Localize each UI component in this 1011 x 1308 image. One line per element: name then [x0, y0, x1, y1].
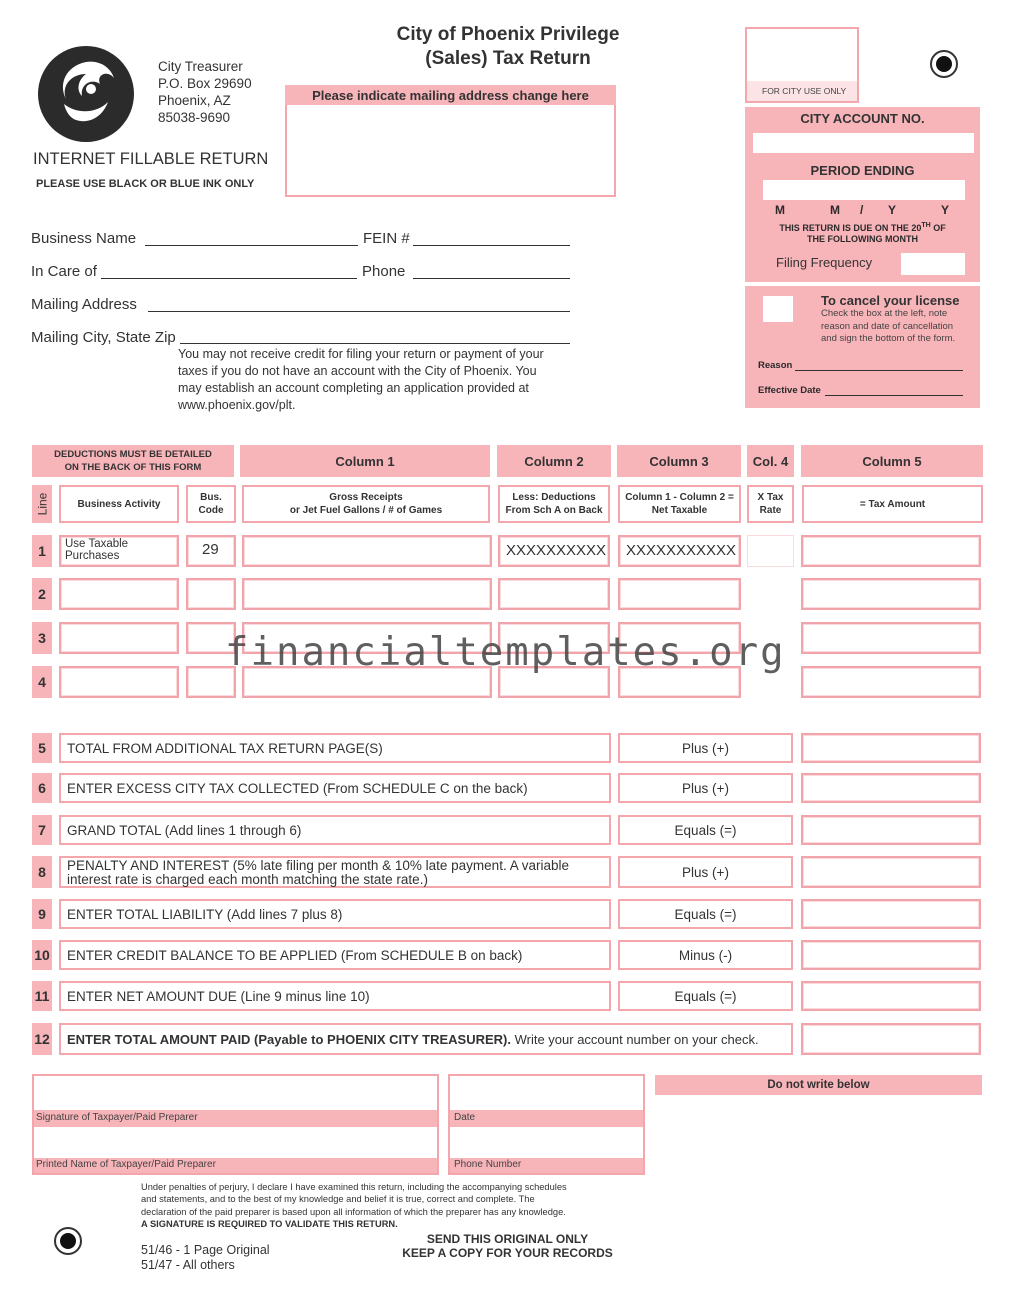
total-line-description: ENTER TOTAL LIABILITY (Add lines 7 plus 8) [59, 899, 611, 929]
line-number: 12 [32, 1023, 52, 1055]
due-sup: TH [921, 222, 931, 229]
penalty-text: PENALTY AND INTEREST (5% late filing per month & 10% late payment. A variable [67, 858, 569, 873]
care-of-label: In Care of [31, 263, 97, 280]
send-instructions [380, 1232, 635, 1260]
total-line-amount-input[interactable] [801, 815, 981, 845]
line-number: 2 [32, 578, 52, 610]
total-paid-input[interactable] [801, 1023, 981, 1055]
notice-line: may establish an account completing an application provided at [178, 381, 529, 395]
address-line: City Treasurer [158, 59, 243, 74]
phone-label: Phone [362, 263, 406, 280]
bus-code-input[interactable]: 29 [186, 535, 236, 567]
phone-label-strip [450, 1158, 643, 1173]
phone-number-input[interactable] [450, 1127, 643, 1158]
line-number: 9 [32, 899, 52, 929]
notice-line: www.phoenix.gov/plt. [178, 398, 296, 412]
total-line-description: ENTER NET AMOUNT DUE (Line 9 minus line 10) [59, 981, 611, 1011]
tax-amount-header: = Tax Amount [802, 485, 983, 523]
signature-label: Signature of Taxpayer/Paid Preparer [36, 1112, 198, 1123]
total-line-description [59, 856, 611, 888]
date-label-strip [450, 1110, 643, 1127]
gross-text: or Jet Fuel Gallons / # of Games [289, 505, 443, 516]
account-no-input[interactable] [753, 133, 974, 153]
cancel-instruction-line: Check the box at the left, note [821, 308, 948, 319]
line-number: 5 [32, 733, 52, 763]
column-3-header: Column 3 [617, 445, 741, 477]
business-activity-input[interactable] [59, 622, 179, 654]
mailing-city-line[interactable] [180, 343, 570, 344]
business-activity-header: Business Activity [59, 485, 179, 523]
total-paid-bold: ENTER TOTAL AMOUNT PAID (Payable to PHOENIX CITY TREASURER). [67, 1031, 511, 1047]
form-numbers [141, 1243, 270, 1273]
period-ending-input[interactable] [763, 180, 965, 200]
deductions-input[interactable] [498, 578, 610, 610]
period-slash: / [860, 203, 864, 217]
care-of-line[interactable] [101, 278, 357, 279]
deductions-header [498, 485, 610, 523]
business-name-line[interactable] [145, 245, 358, 246]
tax-amount-input[interactable] [801, 622, 981, 654]
year-letter: Y [888, 203, 897, 217]
bus-code-text: Bus. [200, 492, 222, 503]
total-line-description: GRAND TOTAL (Add lines 1 through 6) [59, 815, 611, 845]
tax-amount-input[interactable] [801, 578, 981, 610]
deductions-input[interactable]: XXXXXXXXXX [498, 535, 610, 567]
penalty-text: interest rate is charged each month matching the state rate.) [67, 872, 428, 887]
line-number: 8 [32, 856, 52, 888]
mailing-change-header: Please indicate mailing address change here [285, 85, 616, 105]
total-line-operator: Minus (-) [618, 940, 793, 970]
watermark: financialtemplates.org [225, 630, 786, 675]
perjury-line: declaration of the paid preparer is based upon all information of which the preparer has any knowledge. [141, 1206, 566, 1217]
address-line: P.O. Box 29690 [158, 76, 252, 91]
tax-amount-input[interactable] [801, 535, 981, 567]
city-use-label: FOR CITY USE ONLY [762, 86, 847, 96]
due-text: THIS RETURN IS DUE ON THE 20 [779, 223, 922, 233]
cancel-instruction-line: reason and date of cancellation [821, 320, 954, 332]
mailing-address-line[interactable] [148, 311, 570, 312]
bus-code-input[interactable] [186, 578, 236, 610]
net-text: Net Taxable [651, 505, 708, 516]
address-line: 85038-9690 [158, 110, 231, 125]
line-header [32, 485, 52, 523]
total-line-amount-input[interactable] [801, 856, 981, 888]
date-block [448, 1074, 645, 1175]
line-number: 10 [32, 940, 52, 970]
date-label: Date [454, 1112, 476, 1123]
mailing-address-label: Mailing Address [31, 296, 137, 313]
column-1-header: Column 1 [240, 445, 490, 477]
signature-label-strip [34, 1110, 437, 1127]
line-header-text: Line [35, 492, 49, 516]
mailing-change-box[interactable] [285, 105, 616, 197]
total-line-description: TOTAL FROM ADDITIONAL TAX RETURN PAGE(S) [59, 733, 611, 763]
tax-amount-input[interactable] [801, 666, 981, 698]
due-text: THE FOLLOWING MONTH [807, 234, 918, 244]
notice-line: taxes if you do not have an account with the City of Phoenix. You [178, 364, 537, 378]
less-text: Less: Deductions [512, 492, 596, 503]
title-line: City of Phoenix Privilege [396, 24, 620, 45]
ink-note: PLEASE USE BLACK OR BLUE INK ONLY [36, 178, 255, 190]
rate-text: X Tax [757, 492, 784, 503]
filing-frequency-label: Filing Frequency [776, 255, 873, 270]
notice-line: You may not receive credit for filing your return or payment of your [178, 347, 544, 361]
line-number: 11 [32, 981, 52, 1011]
form-number-line: 51/47 - All others [141, 1258, 235, 1272]
effective-date-line[interactable] [825, 395, 963, 396]
line-number: 1 [32, 535, 52, 567]
phoenix-logo-icon [36, 44, 136, 144]
page-title [340, 23, 676, 71]
bus-code-header [186, 485, 236, 523]
effective-date-label: Effective Date [758, 385, 821, 396]
gross-text: Gross Receipts [329, 492, 403, 503]
printed-name-label-strip [34, 1158, 437, 1173]
fein-label: FEIN # [363, 230, 410, 247]
deductions-note [32, 445, 234, 477]
cancel-instruction-line: and sign the bottom of the form. [821, 333, 956, 344]
gross-receipts-input[interactable] [242, 578, 492, 610]
city-use-box [745, 27, 859, 103]
mailing-city-label: Mailing City, State Zip [31, 329, 176, 346]
due-note [745, 220, 980, 245]
month-letter: M [775, 203, 785, 217]
total-line-amount-input[interactable] [801, 981, 981, 1011]
registration-mark-icon [54, 1227, 82, 1255]
perjury-statement [141, 1181, 607, 1230]
column-5-header: Column 5 [801, 445, 983, 477]
total-line-amount-input[interactable] [801, 773, 981, 803]
total-line-amount-input[interactable] [801, 940, 981, 970]
bus-code-text: Code [198, 505, 224, 516]
reason-line[interactable] [795, 370, 963, 371]
business-name-label: Business Name [31, 230, 137, 247]
activity-text: Purchases [65, 550, 120, 562]
cancel-panel [745, 286, 980, 408]
less-text: From Sch A on Back [505, 505, 603, 516]
line-number: 4 [32, 666, 52, 698]
business-activity-input[interactable] [59, 578, 179, 610]
signature-input[interactable] [34, 1076, 437, 1110]
send-line: SEND THIS ORIGINAL ONLY [426, 1232, 589, 1246]
period-format [745, 203, 980, 217]
rate-text: Rate [759, 505, 782, 516]
perjury-line: Under penalties of perjury, I declare I have examined this return, including the accompanying schedules [141, 1182, 567, 1192]
total-line-operator: Plus (+) [618, 773, 793, 803]
printed-name-input[interactable] [34, 1127, 437, 1158]
total-line-description: ENTER EXCESS CITY TAX COLLECTED (From SCHEDULE C on the back) [59, 773, 611, 803]
phone-line[interactable] [413, 278, 570, 279]
deductions-line: DEDUCTIONS MUST BE DETAILED [54, 449, 212, 460]
line-number: 7 [32, 815, 52, 845]
city-treasurer-address [158, 58, 252, 126]
column-4-header: Col. 4 [747, 445, 794, 477]
fillable-title: INTERNET FILLABLE RETURN [33, 150, 269, 168]
total-line-operator: Plus (+) [618, 856, 793, 888]
date-input[interactable] [450, 1076, 643, 1110]
line-number: 3 [32, 622, 52, 654]
total-line-operator: Plus (+) [618, 733, 793, 763]
total-line-description: ENTER CREDIT BALANCE TO BE APPLIED (From SCHEDULE B on back) [59, 940, 611, 970]
total-line-amount-input[interactable] [801, 899, 981, 929]
address-line: Phoenix, AZ [158, 93, 231, 108]
tax-rate-input[interactable] [747, 535, 794, 567]
total-line-operator: Equals (=) [618, 815, 793, 845]
gross-receipts-header [242, 485, 490, 523]
gross-receipts-input[interactable] [242, 535, 492, 567]
cancel-title: To cancel your license [821, 293, 960, 308]
registration-mark-icon [930, 50, 958, 78]
signature-block [32, 1074, 439, 1175]
due-of: OF [930, 223, 946, 233]
account-notice [178, 346, 544, 414]
total-paid-description [59, 1023, 793, 1055]
net-taxable-input[interactable] [618, 578, 741, 610]
total-line-amount-input[interactable] [801, 733, 981, 763]
column-2-header: Column 2 [497, 445, 611, 477]
period-ending-label: PERIOD ENDING [810, 162, 915, 178]
send-line: KEEP A COPY FOR YOUR RECORDS [402, 1246, 613, 1260]
net-taxable-header [618, 485, 741, 523]
do-not-write-header: Do not write below [655, 1075, 982, 1095]
business-activity-input[interactable] [59, 535, 179, 567]
net-taxable-input[interactable]: XXXXXXXXXXX [618, 535, 741, 567]
account-no-label: CITY ACCOUNT NO. [800, 110, 925, 126]
cancel-checkbox[interactable] [763, 296, 793, 322]
total-line-operator: Equals (=) [618, 899, 793, 929]
line-number: 6 [32, 773, 52, 803]
year-letter: Y [941, 203, 950, 217]
tax-rate-header [747, 485, 794, 523]
perjury-line: A SIGNATURE IS REQUIRED TO VALIDATE THIS RETURN. [141, 1218, 398, 1229]
total-paid-rest: Write your account number on your check. [510, 1031, 759, 1047]
reason-label: Reason [758, 360, 793, 371]
business-activity-input[interactable] [59, 666, 179, 698]
account-panel [745, 107, 980, 282]
activity-text: Use Taxable [65, 538, 129, 550]
deductions-line: ON THE BACK OF THIS FORM [64, 462, 202, 473]
net-text: Column 1 - Column 2 = [625, 492, 734, 503]
cancel-instructions [821, 308, 955, 346]
perjury-line: and statements, and to the best of my knowledge and belief it is true, correct and complete. The [141, 1194, 535, 1205]
fein-line[interactable] [413, 245, 570, 246]
title-line: (Sales) Tax Return [425, 48, 591, 69]
total-line-operator: Equals (=) [618, 981, 793, 1011]
filing-frequency-input[interactable] [901, 253, 965, 275]
phone-number-label: Phone Number [454, 1159, 522, 1170]
form-number-line: 51/46 - 1 Page Original [141, 1243, 270, 1257]
printed-name-label: Printed Name of Taxpayer/Paid Preparer [36, 1159, 216, 1170]
month-letter: M [830, 203, 840, 217]
